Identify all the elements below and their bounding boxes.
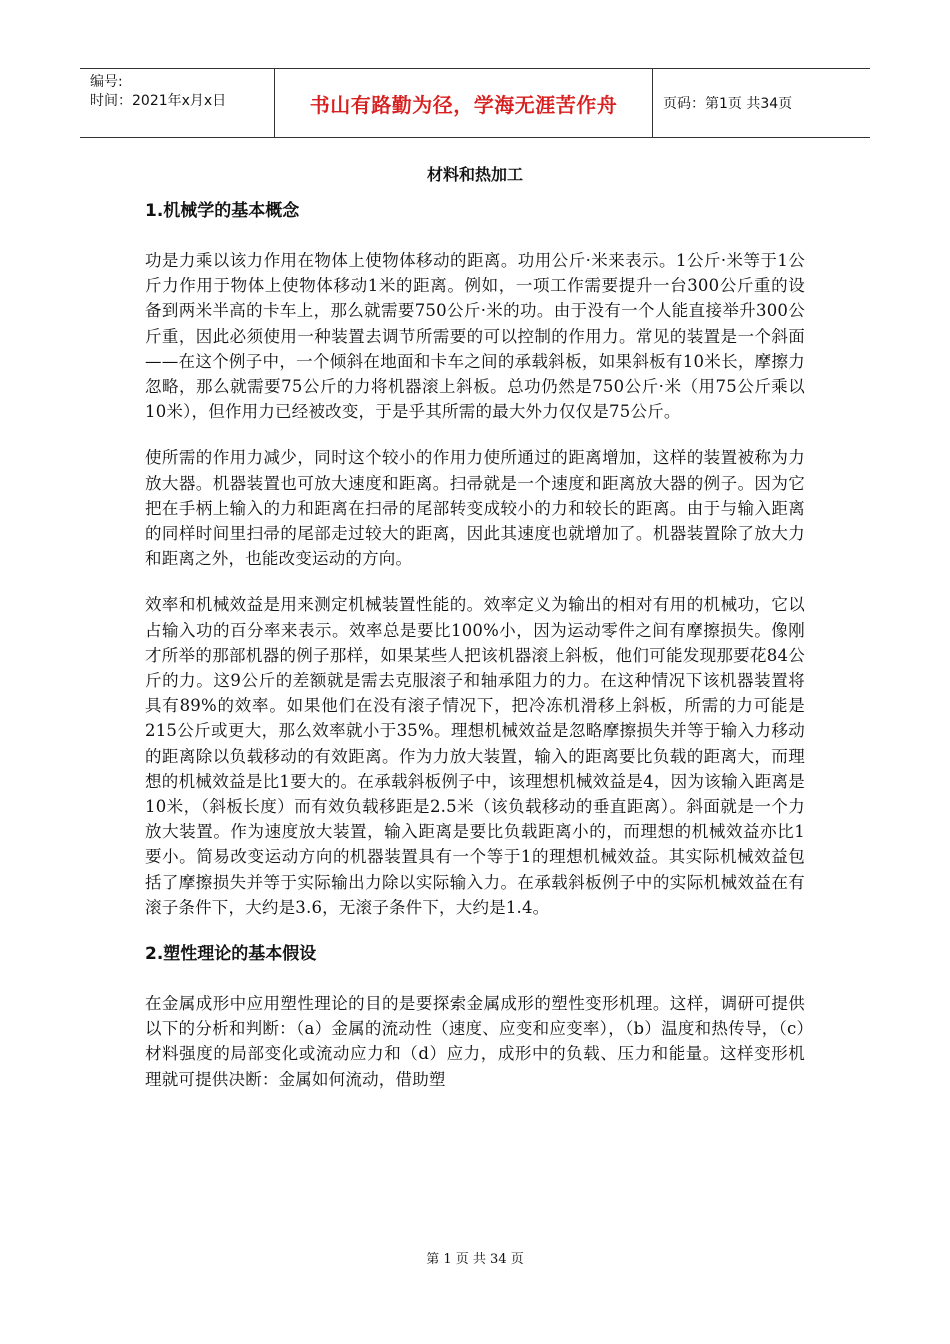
header-page-info: 页码：第1页 共34页 bbox=[663, 96, 793, 112]
header-motto: 书山有路勤为径，学海无涯苦作舟 bbox=[275, 69, 653, 137]
page-header bbox=[80, 68, 870, 138]
section-heading: 2.塑性理论的基本假设 bbox=[145, 944, 317, 965]
header-meta bbox=[80, 69, 275, 137]
paragraph: 效率和机械效益是用来测定机械装置性能的。效率定义为输出的相对有用的机械功，它以占输入功的百分率来表示。效率总是要比100%小，因为运动零件之间有摩擦损失。像刚才所举的那部机器的例子那样，如果某些人把该机器滚上斜板，他们可能发现那要花84公斤的力。这9公斤的差额就是需去克服滚子和轴承阻力的力。在这种情况下该机器装置将具有89%的效率。如果他们在没有滚子情况下，把冷冻机滑移上斜板，所需的力可能是215公斤或更大，那么效率就小于35%。理想机械效益是忽略摩擦损失并等于输入力移动的距离除以负载移动的有效距离。作为力放大装置，输入的距离要比负载的距离大，而理想的机械效益是比1要大的。在承载斜板例子中，该理想机械效益是4，因为该输入距离是10米，（斜板长度）而有效负载移距是2.5米（该负载移动的垂直距离）。斜面就是一个力放大装置。作为速度放大装置，输入距离是要比负载距离小的，而理想的机械效益亦比1要小。简易改变运动方向的机器装置具有一个等于1的理想机械效益。其实际机械效益包括了摩擦损失并等于实际输出力除以实际输入力。在承载斜板例子中的实际机械效益在有滚子条件下，大约是3.6，无滚子条件下，大约是1.4。 bbox=[145, 595, 805, 917]
paragraph: 功是力乘以该力作用在物体上使物体移动的距离。功用公斤·米来表示。1公斤·米等于1公斤力作用于物体上使物体移动1米的距离。例如，一项工作需要提升一台300公斤重的设备到两米半高的卡车上，那么就需要750公斤·米的功。由于没有一个人能直接举升300公斤重，因此必须使用一种装置去调节所需要的可以控制的作用力。常见的装置是一个斜面——在这个例子中，一个倾斜在地面和卡车之间的承载斜板，如果斜板有10米长，摩擦力忽略，那么就需要75公斤的力将机器滚上斜板。总功仍然是750公斤·米（用75公斤乘以10米），但作用力已经被改变，于是乎其所需的最大外力仅仅是75公斤。 bbox=[145, 251, 805, 422]
document-date: 时间：2021年x月x日 bbox=[90, 93, 227, 109]
section-heading: 1.机械学的基本概念 bbox=[145, 201, 300, 221]
document-number-label: 编号: bbox=[90, 74, 123, 90]
document-title: 材料和热加工 bbox=[426, 165, 523, 184]
paragraph: 在金属成形中应用塑性理论的目的是要探索金属成形的塑性变形机理。这样，调研可提供以下的分析和判断：（a）金属的流动性（速度、应变和应变率），（b）温度和热传导，（c）材料强度的局部变化或流动应力和（d）应力，成形中的负载、压力和能量。这样变形机理就可提供决断：金属如何流动，借助塑 bbox=[145, 994, 805, 1089]
page-footer: 第 1 页 共 34 页 bbox=[426, 1252, 524, 1267]
paragraph: 使所需的作用力减少，同时这个较小的作用力使所通过的距离增加，这样的装置被称为力放大器。机器装置也可放大速度和距离。扫帚就是一个速度和距离放大器的例子。因为它把在手柄上输入的力和距离在扫帚的尾部转变成较小的力和较长的距离。由于与输入距离的同样时间里扫帚的尾部走过较大的距离，因此其速度也就增加了。机器装置除了放大力和距离之外，也能改变运动的方向。 bbox=[145, 448, 805, 569]
document-body bbox=[145, 198, 805, 1113]
